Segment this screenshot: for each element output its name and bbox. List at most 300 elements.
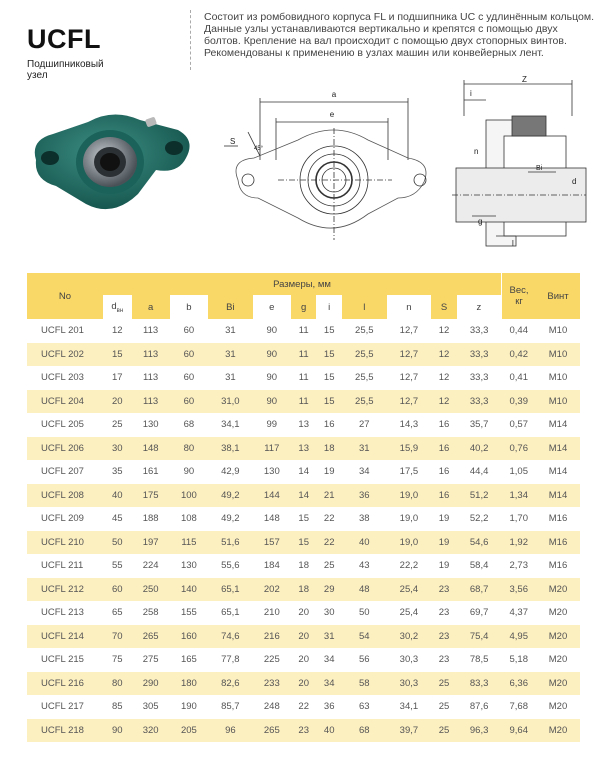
table-cell: 33,3 (469, 372, 489, 384)
table-row (27, 648, 580, 672)
table-cell: 45 (111, 513, 123, 525)
table-cell: 90 (183, 466, 195, 478)
table-row (27, 695, 580, 719)
table-cell: 44,4 (469, 466, 489, 478)
table-cell: 25,5 (342, 343, 387, 367)
table-cell: 60 (170, 343, 208, 367)
table-cell: 63 (359, 701, 370, 713)
table-cell: 49,2 (208, 484, 253, 508)
table-cell: 0,76 (502, 437, 537, 461)
table-cell: 60 (183, 325, 195, 337)
dim-bi-label: Bi (536, 165, 543, 172)
dim-e-label: e (329, 110, 335, 119)
table-cell: 11 (298, 325, 309, 337)
header-dim-z: z (457, 295, 502, 319)
table-cell: M14 (548, 419, 568, 431)
table-cell: 117 (253, 437, 291, 461)
product-photo (28, 100, 198, 230)
table-cell: 96,3 (457, 719, 502, 743)
table-cell: 248 (263, 701, 280, 713)
table-cell: 1,92 (502, 531, 537, 555)
table-cell-name: UCFL 208 (27, 484, 103, 508)
table-cell: M20 (536, 672, 580, 696)
table-cell: 19,0 (387, 531, 432, 555)
table-cell: 175 (132, 484, 170, 508)
table-row (27, 484, 580, 508)
page-subtitle (27, 59, 104, 81)
table-cell: 11 (291, 343, 317, 367)
header-dim-e: e (253, 295, 291, 319)
table-cell: 23 (431, 625, 457, 649)
table-cell: 180 (170, 672, 208, 696)
angle-label: 45° (254, 146, 264, 152)
header-no: No (27, 273, 103, 319)
table-cell: 35,7 (469, 419, 489, 431)
table-cell: 22 (316, 531, 342, 555)
header-dim-bi: Bi (208, 295, 253, 319)
dim-a-label: a (331, 90, 337, 99)
table-cell-name: UCFL 207 (41, 466, 84, 478)
table-cell: 34,1 (221, 419, 240, 431)
table-cell: 82,6 (208, 672, 253, 696)
table-cell: 113 (132, 390, 170, 414)
table-cell: 27 (359, 419, 370, 431)
table-cell: 29 (316, 578, 342, 602)
table-cell: 23 (438, 654, 450, 666)
table-cell-name: UCFL 212 (27, 578, 103, 602)
table-cell: 19 (431, 531, 457, 555)
table-cell: 1,05 (509, 466, 528, 478)
table-cell-name: UCFL 217 (41, 701, 84, 713)
table-cell: 258 (142, 607, 159, 619)
table-cell-name: UCFL 202 (27, 343, 103, 367)
table-cell: 51,6 (208, 531, 253, 555)
table-cell: 1,70 (509, 513, 528, 525)
table-cell: 30,2 (387, 625, 432, 649)
table-cell: 68 (342, 719, 387, 743)
table-row (27, 413, 580, 437)
table-cell: M20 (536, 625, 580, 649)
table-cell: 90 (266, 372, 278, 384)
table-cell: 90 (253, 390, 291, 414)
table-cell: M10 (536, 343, 580, 367)
table-cell: 130 (263, 466, 280, 478)
table-cell: 0,39 (502, 390, 537, 414)
table-cell: 90 (253, 343, 291, 367)
table-cell: 19 (438, 560, 450, 572)
table-cell: 48 (342, 578, 387, 602)
table-cell: 25 (323, 560, 335, 572)
table-cell: 60 (170, 390, 208, 414)
table-cell: 38 (359, 513, 370, 525)
header-dim-l: l (342, 295, 387, 319)
table-cell: 16 (431, 484, 457, 508)
table-cell: 14 (298, 466, 309, 478)
page-title: UCFL (27, 24, 101, 54)
table-cell-name: UCFL 204 (27, 390, 103, 414)
table-cell: 69,7 (469, 607, 489, 619)
table-cell: M10 (548, 325, 568, 337)
table-cell: 15 (103, 343, 132, 367)
table-cell: 225 (263, 654, 280, 666)
table-cell: M20 (536, 578, 580, 602)
table-cell: 40 (316, 719, 342, 743)
header-dim-b: b (170, 295, 208, 319)
table-cell: 233 (253, 672, 291, 696)
table-cell: 19 (438, 513, 450, 525)
table-cell: 35 (111, 466, 123, 478)
table-cell: 161 (142, 466, 159, 478)
table-cell: 184 (263, 560, 280, 572)
table-cell: 75,4 (457, 625, 502, 649)
table-cell: 250 (132, 578, 170, 602)
table-cell: 22 (298, 701, 309, 713)
table-cell: 205 (170, 719, 208, 743)
dim-g-label: g (478, 217, 483, 226)
table-row (27, 672, 580, 696)
table-cell: 50 (103, 531, 132, 555)
table-cell: 22 (323, 513, 335, 525)
table-cell: 33,3 (469, 325, 489, 337)
table-cell: 31 (342, 437, 387, 461)
table-cell: 275 (142, 654, 159, 666)
table-cell: 20 (291, 625, 317, 649)
table-cell-name: UCFL 213 (41, 607, 84, 619)
table-cell: 4,37 (509, 607, 528, 619)
table-cell: 188 (142, 513, 159, 525)
table-cell: 15 (323, 372, 335, 384)
table-cell: 96 (208, 719, 253, 743)
table-cell: 320 (132, 719, 170, 743)
table-cell: 56 (359, 654, 370, 666)
table-cell: 43 (359, 560, 370, 572)
table-cell: 42,9 (221, 466, 240, 478)
table-cell: 36 (342, 484, 387, 508)
header-bolt: Винт (536, 273, 580, 319)
table-cell: 58 (342, 672, 387, 696)
table-cell: 60 (103, 578, 132, 602)
table-cell: 31 (316, 625, 342, 649)
header-d-in: $d_{вн}$ (103, 295, 132, 319)
table-cell: 39,7 (387, 719, 432, 743)
table-cell: 265 (253, 719, 291, 743)
front-view-drawing (218, 80, 428, 250)
table-cell: 31 (208, 343, 253, 367)
table-cell: 31 (225, 372, 236, 384)
table-cell: 20 (298, 607, 309, 619)
table-cell: 15 (323, 325, 335, 337)
table-cell: 58,4 (469, 560, 489, 572)
table-cell: 0,57 (509, 419, 528, 431)
table-cell: 25,5 (355, 325, 374, 337)
table-cell: 144 (253, 484, 291, 508)
table-cell: 25 (431, 719, 457, 743)
table-cell: 33,3 (457, 390, 502, 414)
table-cell: 130 (180, 560, 197, 572)
table-cell: 65 (111, 607, 123, 619)
table-cell: 2,73 (509, 560, 528, 572)
table-cell: 12,7 (387, 343, 432, 367)
table-cell: 12 (438, 372, 450, 384)
table-cell: 70 (103, 625, 132, 649)
table-cell: 113 (132, 343, 170, 367)
table-cell-name: UCFL 210 (27, 531, 103, 555)
table-cell: 25 (438, 701, 450, 713)
table-cell: M14 (536, 484, 580, 508)
table-cell: M14 (548, 466, 568, 478)
table-cell: 12 (111, 325, 123, 337)
table-cell: 202 (253, 578, 291, 602)
table-cell: 4,95 (502, 625, 537, 649)
table-cell: 113 (143, 325, 159, 337)
table-cell: 148 (263, 513, 280, 525)
table-cell: 108 (180, 513, 197, 525)
table-row (27, 554, 580, 578)
table-cell: 65,1 (208, 578, 253, 602)
table-cell-name: UCFL 203 (41, 372, 84, 384)
table-cell: 19 (323, 466, 335, 478)
table-cell: 7,68 (509, 701, 528, 713)
table-cell-name: UCFL 201 (41, 325, 84, 337)
dim-s-label: S (230, 137, 236, 146)
table-cell: 34 (359, 466, 370, 478)
table-cell: 15 (291, 531, 317, 555)
table-cell: 23 (291, 719, 317, 743)
table-cell: M10 (536, 390, 580, 414)
table-cell: 34 (316, 672, 342, 696)
table-row (27, 625, 580, 649)
table-cell: 87,6 (469, 701, 489, 713)
table-cell: 25,5 (342, 390, 387, 414)
table-cell: 16 (431, 437, 457, 461)
table-cell: 50 (359, 607, 370, 619)
table-cell: M20 (536, 719, 580, 743)
dimensions-table (27, 273, 580, 742)
dim-z-label: Z (522, 76, 527, 84)
table-cell: 85 (111, 701, 123, 713)
header-dim-s: S (431, 295, 457, 319)
table-cell: 19,0 (399, 513, 419, 525)
table-cell: 51,2 (457, 484, 502, 508)
header-dim-g: g (291, 295, 317, 319)
table-cell: 13 (291, 437, 317, 461)
table-cell: 60 (183, 372, 195, 384)
table-cell: 12 (438, 325, 450, 337)
table-cell: 14,3 (399, 419, 419, 431)
table-cell: 113 (143, 372, 159, 384)
table-cell: M20 (548, 607, 568, 619)
table-cell: 38,1 (208, 437, 253, 461)
header-dim-n: n (387, 295, 432, 319)
table-cell: 78,5 (469, 654, 489, 666)
table-cell: M16 (548, 513, 568, 525)
table-cell: 16 (438, 419, 450, 431)
table-cell: 31,0 (208, 390, 253, 414)
table-cell: 25 (111, 419, 123, 431)
table-cell: 65,1 (221, 607, 240, 619)
table-cell: 11 (291, 390, 317, 414)
subtitle-line-1: Подшипниковый (27, 59, 104, 70)
table-cell: 18 (298, 560, 309, 572)
table-row (27, 460, 580, 484)
table-cell: 0,41 (509, 372, 528, 384)
table-cell: 100 (170, 484, 208, 508)
table-cell: M10 (548, 372, 568, 384)
table-cell: 54,6 (457, 531, 502, 555)
table-cell: 55 (111, 560, 123, 572)
table-cell: 20 (298, 654, 309, 666)
table-row (27, 319, 580, 343)
table-cell: M16 (548, 560, 568, 572)
product-description: Состоит из ромбовидного корпуса FL и подшипника UC с удлинённым кольцом. Данные узлы устанавливаются вертикально и крепятся с помощью двух болтов. Крепление на вал происходит с помощью двух стопорных винтов. Рекомендованы к применению в узлах машин или конвейерных лент. (204, 11, 594, 59)
table-cell: 34 (323, 654, 335, 666)
table-cell: 15 (316, 343, 342, 367)
table-cell: 13 (298, 419, 309, 431)
table-cell: 36 (323, 701, 335, 713)
table-cell: 20 (291, 672, 317, 696)
table-cell: 15 (316, 390, 342, 414)
table-cell: 15 (298, 513, 309, 525)
table-cell: 68 (183, 419, 195, 431)
table-cell: 52,2 (469, 513, 489, 525)
table-cell: 25,5 (355, 372, 374, 384)
table-cell: 165 (180, 654, 197, 666)
table-row (27, 578, 580, 602)
table-cell: 16 (323, 419, 335, 431)
table-cell: 190 (180, 701, 197, 713)
dim-d-label: d (572, 177, 577, 186)
table-cell: 1,34 (502, 484, 537, 508)
table-cell: 68,7 (457, 578, 502, 602)
dim-n-label: n (474, 147, 479, 156)
table-cell: 3,56 (502, 578, 537, 602)
table-cell: 31 (225, 325, 236, 337)
table-row (27, 719, 580, 743)
header-dim-i: i (316, 295, 342, 319)
table-cell: 55,6 (221, 560, 240, 572)
header-dim-a: a (132, 295, 170, 319)
table-cell-name: UCFL 206 (27, 437, 103, 461)
table-cell: 11 (298, 372, 309, 384)
table-row (27, 390, 580, 414)
table-row (27, 601, 580, 625)
table-cell: 17 (111, 372, 123, 384)
table-cell: 54 (342, 625, 387, 649)
table-cell: 30 (323, 607, 335, 619)
table-cell: 12,7 (399, 372, 419, 384)
table-cell: M20 (548, 701, 568, 713)
header-weight: Вес, кг (502, 273, 537, 319)
table-cell: 49,2 (221, 513, 240, 525)
table-cell: 0,44 (509, 325, 528, 337)
table-cell: 19,0 (387, 484, 432, 508)
table-cell-name: UCFL 214 (27, 625, 103, 649)
table-cell: 140 (170, 578, 208, 602)
table-cell-name: UCFL 215 (41, 654, 84, 666)
table-cell-name: UCFL 209 (41, 513, 84, 525)
table-cell: 290 (132, 672, 170, 696)
table-cell: 30,3 (387, 672, 432, 696)
table-cell: 18 (291, 578, 317, 602)
table-cell: 85,7 (221, 701, 240, 713)
table-cell-name: UCFL 211 (41, 560, 84, 572)
table-cell: M14 (536, 437, 580, 461)
table-cell: 40 (103, 484, 132, 508)
table-cell: 305 (142, 701, 159, 713)
table-cell: 90 (103, 719, 132, 743)
table-cell: 23 (431, 578, 457, 602)
table-cell: 0,42 (502, 343, 537, 367)
table-cell: 15,9 (387, 437, 432, 461)
table-cell: 115 (170, 531, 208, 555)
table-row (27, 343, 580, 367)
table-cell: 80 (103, 672, 132, 696)
table-cell: 25,4 (399, 607, 419, 619)
table-cell: 83,3 (457, 672, 502, 696)
table-cell: 12,7 (387, 390, 432, 414)
table-cell: 40 (342, 531, 387, 555)
table-row (27, 531, 580, 555)
table-cell: 210 (263, 607, 280, 619)
table-cell: 224 (142, 560, 159, 572)
table-cell-name: UCFL 216 (27, 672, 103, 696)
side-section-drawing (452, 76, 587, 256)
table-row (27, 507, 580, 531)
table-cell: 22,2 (399, 560, 419, 572)
table-cell: 30,3 (399, 654, 419, 666)
table-cell: 197 (132, 531, 170, 555)
table-cell: 157 (253, 531, 291, 555)
dim-l-label: l (512, 239, 514, 248)
table-cell: 25 (431, 672, 457, 696)
table-cell: 20 (103, 390, 132, 414)
table-cell: 5,18 (509, 654, 528, 666)
table-cell: 160 (170, 625, 208, 649)
table-cell: 12,7 (399, 325, 419, 337)
table-cell: 17,5 (399, 466, 419, 478)
table-cell: 90 (266, 325, 278, 337)
table-cell: 30 (103, 437, 132, 461)
table-cell: 40,2 (457, 437, 502, 461)
table-row (27, 437, 580, 461)
header-dimensions: Размеры, мм (103, 273, 502, 295)
table-cell: 12 (431, 343, 457, 367)
table-cell: 6,36 (502, 672, 537, 696)
table-cell: 16 (438, 466, 450, 478)
table-cell-name: UCFL 205 (41, 419, 84, 431)
table-cell: 14 (291, 484, 317, 508)
table-cell: 25,4 (387, 578, 432, 602)
table-cell: 18 (316, 437, 342, 461)
header-divider (190, 10, 191, 70)
table-cell: M16 (536, 531, 580, 555)
dim-i-label: i (470, 89, 472, 98)
table-cell: 34,1 (399, 701, 419, 713)
table-cell: 21 (316, 484, 342, 508)
table-cell: 155 (180, 607, 197, 619)
subtitle-line-2: узел (27, 70, 48, 81)
table-cell: 265 (132, 625, 170, 649)
table-cell: 216 (253, 625, 291, 649)
table-cell: 33,3 (457, 343, 502, 367)
table-cell: 148 (132, 437, 170, 461)
table-cell: 99 (266, 419, 278, 431)
table-cell: M20 (548, 654, 568, 666)
table-cell: 23 (438, 607, 450, 619)
table-cell: 9,64 (502, 719, 537, 743)
table-cell: 12 (431, 390, 457, 414)
table-cell: 80 (170, 437, 208, 461)
